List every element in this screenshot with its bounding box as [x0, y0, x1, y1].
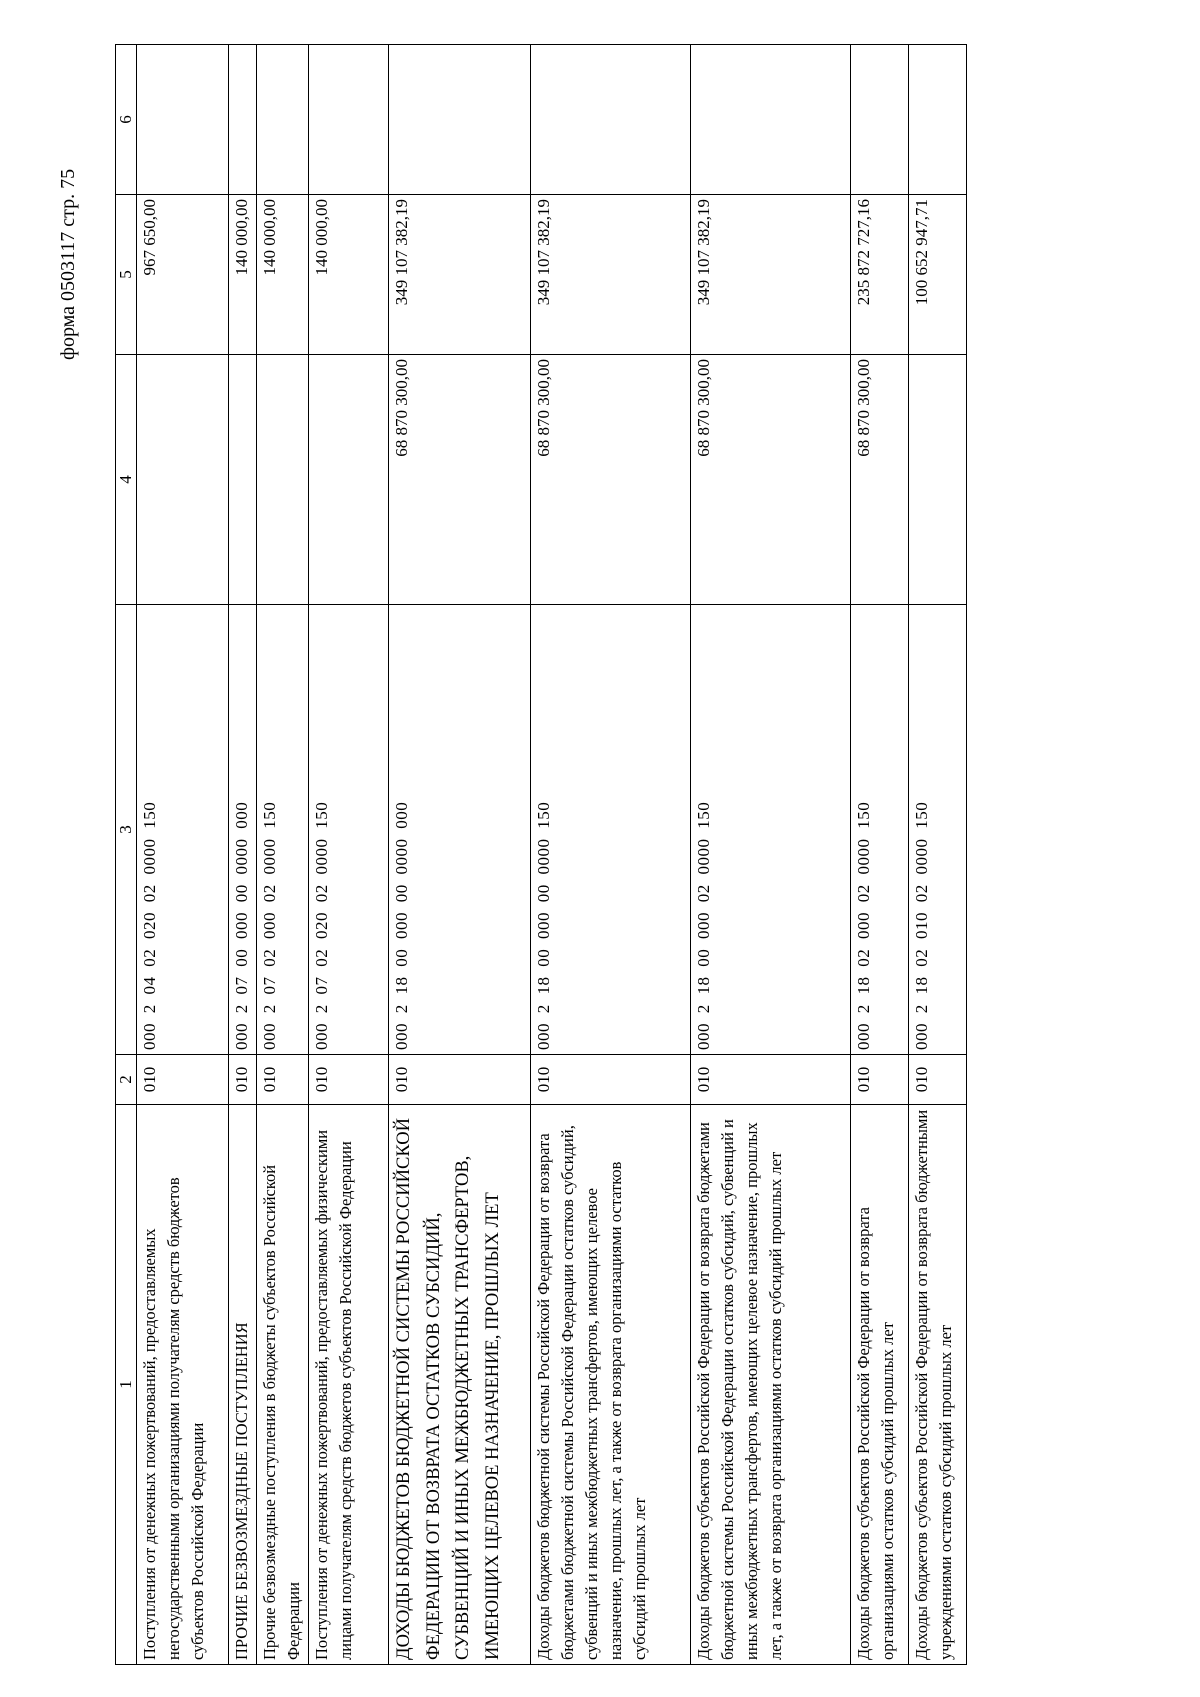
row-unexecuted	[531, 45, 691, 195]
row-revenue-code: 000 2 18 02 000 02 0000 150	[851, 605, 909, 1055]
row-executed: 140 000,00	[257, 195, 309, 355]
row-line-code: 010	[691, 1055, 851, 1105]
table-row	[691, 45, 851, 1665]
row-executed: 967 650,00	[137, 195, 229, 355]
rotated-content	[115, 45, 1065, 1665]
row-executed: 140 000,00	[229, 195, 257, 355]
row-approved	[229, 355, 257, 605]
table-row	[851, 45, 909, 1665]
row-line-code: 010	[257, 1055, 309, 1105]
row-approved: 68 870 300,00	[691, 355, 851, 605]
row-line-code: 010	[851, 1055, 909, 1105]
column-header-1: 1	[116, 1105, 137, 1665]
row-approved: 68 870 300,00	[851, 355, 909, 605]
row-revenue-code: 000 2 04 02 020 02 0000 150	[137, 605, 229, 1055]
row-line-code: 010	[389, 1055, 531, 1105]
row-revenue-code: 000 2 18 00 000 00 0000 000	[389, 605, 531, 1055]
row-unexecuted	[691, 45, 851, 195]
row-name: Поступления от денежных пожертвований, предоставляемых негосударственными организациями получателям средств бюджетов субъектов Российской Федерации	[137, 1105, 229, 1665]
form-reference: форма 0503117 стр. 75	[57, 168, 79, 360]
table-row	[137, 45, 229, 1665]
row-approved: 68 870 300,00	[531, 355, 691, 605]
row-line-code: 010	[229, 1055, 257, 1105]
row-approved	[137, 355, 229, 605]
row-revenue-code: 000 2 07 02 020 02 0000 150	[309, 605, 389, 1055]
column-header-3: 3	[116, 605, 137, 1055]
revenue-table	[115, 44, 967, 1665]
row-revenue-code: 000 2 07 00 000 00 0000 000	[229, 605, 257, 1055]
row-line-code: 010	[137, 1055, 229, 1105]
column-header-4: 4	[116, 355, 137, 605]
column-number-row	[116, 45, 137, 1665]
row-revenue-code: 000 2 18 00 000 02 0000 150	[691, 605, 851, 1055]
row-name: Поступления от денежных пожертвований, предоставляемых физическими лицами получателям средств бюджетов субъектов Российской Федерации	[309, 1105, 389, 1665]
row-name: ДОХОДЫ БЮДЖЕТОВ БЮДЖЕТНОЙ СИСТЕМЫ РОССИЙСКОЙ ФЕДЕРАЦИИ ОТ ВОЗВРАТА ОСТАТКОВ СУБСИДИЙ, СУБВЕНЦИЙ И ИНЫХ МЕЖБЮДЖЕТНЫХ ТРАНСФЕРТОВ, ИМЕЮЩИХ ЦЕЛЕВОЕ НАЗНАЧЕНИЕ, ПРОШЛЫХ ЛЕТ	[389, 1105, 531, 1665]
table-row	[389, 45, 531, 1665]
table-row	[531, 45, 691, 1665]
row-unexecuted	[309, 45, 389, 195]
row-revenue-code: 000 2 18 02 010 02 0000 150	[909, 605, 967, 1055]
row-name: Прочие безвозмездные поступления в бюджеты субъектов Российской Федерации	[257, 1105, 309, 1665]
row-line-code: 010	[531, 1055, 691, 1105]
row-unexecuted	[851, 45, 909, 195]
row-unexecuted	[137, 45, 229, 195]
row-approved	[909, 355, 967, 605]
table-row	[309, 45, 389, 1665]
row-revenue-code: 000 2 18 00 000 00 0000 150	[531, 605, 691, 1055]
row-executed: 235 872 727,16	[851, 195, 909, 355]
row-name: Доходы бюджетов субъектов Российской Федерации от возврата бюджетными учреждениями остатков субсидий прошлых лет	[909, 1105, 967, 1665]
column-header-5: 5	[116, 195, 137, 355]
row-executed: 140 000,00	[309, 195, 389, 355]
row-unexecuted	[909, 45, 967, 195]
row-approved: 68 870 300,00	[389, 355, 531, 605]
row-name: Доходы бюджетов субъектов Российской Федерации от возврата бюджетами бюджетной системы Российской Федерации остатков субсидий, субвенций и иных межбюджетных трансфертов, имеющих целевое назначение, прошлых лет, а также от возврата организациями остатков субсидий прошлых лет	[691, 1105, 851, 1665]
table-row	[229, 45, 257, 1665]
page-header	[50, 40, 86, 360]
row-line-code: 010	[909, 1055, 967, 1105]
row-executed: 349 107 382,19	[691, 195, 851, 355]
row-approved	[309, 355, 389, 605]
row-unexecuted	[257, 45, 309, 195]
column-header-6: 6	[116, 45, 137, 195]
row-executed: 100 652 947,71	[909, 195, 967, 355]
column-header-2: 2	[116, 1055, 137, 1105]
row-name: ПРОЧИЕ БЕЗВОЗМЕЗДНЫЕ ПОСТУПЛЕНИЯ	[229, 1105, 257, 1665]
row-unexecuted	[389, 45, 531, 195]
row-line-code: 010	[309, 1055, 389, 1105]
row-name: Доходы бюджетов субъектов Российской Федерации от возврата организациями остатков субсидий прошлых лет	[851, 1105, 909, 1665]
row-revenue-code: 000 2 07 02 000 02 0000 150	[257, 605, 309, 1055]
row-approved	[257, 355, 309, 605]
row-executed: 349 107 382,19	[531, 195, 691, 355]
table-row	[909, 45, 967, 1665]
row-name: Доходы бюджетов бюджетной системы Российской Федерации от возврата бюджетами бюджетной системы Российской Федерации остатков субсидий, субвенций и иных межбюджетных трансфертов, имеющих целевое назначение, прошлых лет, а также от возврата организациями остатков субсидий прошлых лет	[531, 1105, 691, 1665]
row-unexecuted	[229, 45, 257, 195]
rotated-page	[115, 45, 1065, 1665]
table-row	[257, 45, 309, 1665]
row-executed: 349 107 382,19	[389, 195, 531, 355]
